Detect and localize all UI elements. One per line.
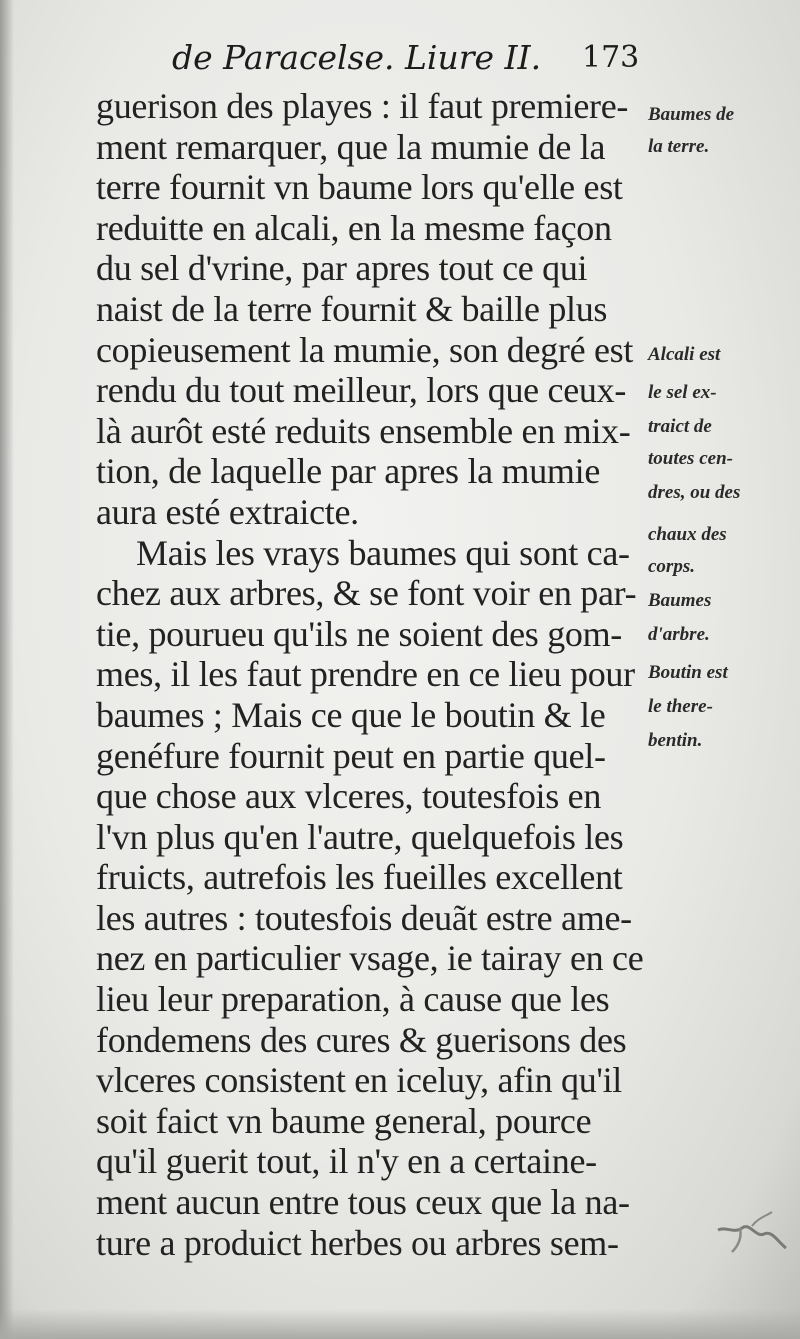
body-line: soit faict vn baume general, pource <box>96 1100 592 1141</box>
margin-note: chaux des <box>648 524 727 545</box>
margin-note: traict de <box>648 416 712 437</box>
body-line: l'vn plus qu'en l'autre, quelquefois les <box>96 816 624 857</box>
body-line: nez en particulier vsage, ie tairay en ce <box>96 938 644 979</box>
body-line: guerison des playes : il faut premiere- <box>96 86 629 126</box>
margin-note: la terre. <box>648 136 710 157</box>
margin-note: dres, ou des <box>648 482 741 503</box>
body-line: du sel d'vrine, par apres tout ce qui <box>96 248 588 289</box>
margin-note: Baumes de <box>648 104 735 125</box>
body-line: Mais les vrays baumes qui sont ca- <box>136 532 630 573</box>
body-line: ment remarquer, que la mumie de la <box>96 126 606 167</box>
ink-blot-mark <box>712 1208 792 1258</box>
body-line: reduitte en alcali, en la mesme façon <box>96 207 612 248</box>
body-line: naist de la terre fournit & baille plus <box>96 288 608 329</box>
page-bottom-shadow <box>0 1309 800 1339</box>
margin-note: Alcali est <box>648 344 721 365</box>
body-line: ment aucun entre tous ceux que la na- <box>96 1182 630 1223</box>
margin-note: toutes cen- <box>648 448 733 469</box>
margin-note: corps. <box>648 556 695 577</box>
body-line: rendu du tout meilleur, lors que ceux- <box>96 370 627 411</box>
running-title: de Paracelse. Liure II. <box>172 38 542 77</box>
page-edge-shadow <box>0 0 14 1339</box>
body-line: les autres : toutesfois deuãt estre ame- <box>96 897 632 938</box>
margin-note: le there- <box>648 696 713 717</box>
body-line: là aurôt esté reduits ensemble en mix- <box>96 410 631 451</box>
body-line: copieusement la mumie, son degré est <box>96 329 634 370</box>
margin-note: Baumes <box>648 590 712 611</box>
body-line: aura esté extraicte. <box>96 491 359 532</box>
body-line: tie, pourueu qu'ils ne soient des gom- <box>96 613 622 654</box>
margin-note: le sel ex- <box>648 382 717 403</box>
body-line: qu'il guerit tout, il n'y en a certaine- <box>96 1141 597 1182</box>
body-line: fruicts, autrefois les fueilles excellent <box>96 857 623 898</box>
body-line: baumes ; Mais ce que le boutin & le <box>96 694 606 735</box>
page-number: 173 <box>582 40 640 75</box>
body-line: ture a produict herbes ou arbres sem- <box>96 1222 619 1263</box>
margin-note: bentin. <box>648 730 703 751</box>
body-text <box>96 86 656 1263</box>
body-line: que chose aux vlceres, toutesfois en <box>96 776 602 817</box>
body-line: fondemens des cures & guerisons des <box>96 1019 627 1060</box>
body-line: tion, de laquelle par apres la mumie <box>96 451 601 492</box>
body-line: lieu leur preparation, à cause que les <box>96 979 610 1020</box>
body-line: genéfure fournit peut en partie quel- <box>96 735 606 776</box>
body-line: chez aux arbres, & se font voir en par- <box>96 573 637 614</box>
margin-note: d'arbre. <box>648 624 710 645</box>
margin-note: Boutin est <box>648 662 728 683</box>
body-line: terre fournit vn baume lors qu'elle est <box>96 167 623 208</box>
body-line: mes, il les faut prendre en ce lieu pour <box>96 654 635 695</box>
body-line: vlceres consistent en iceluy, afin qu'il <box>96 1060 622 1101</box>
